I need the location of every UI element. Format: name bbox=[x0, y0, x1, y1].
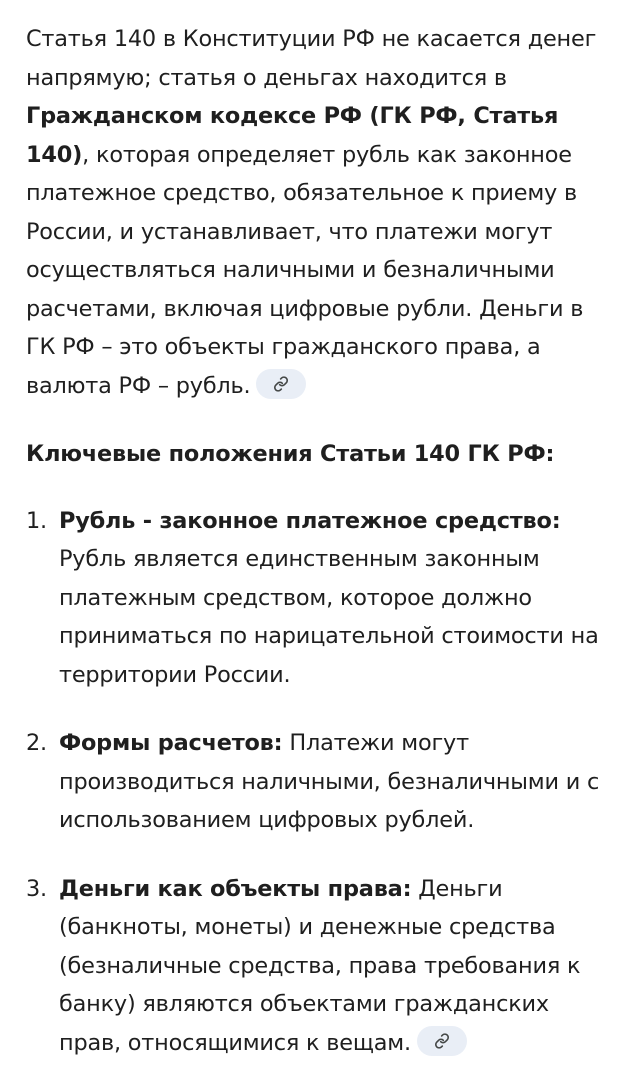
list-item-title: Рубль - законное платежное средство: bbox=[59, 507, 561, 534]
section-heading bbox=[26, 435, 614, 474]
list-item bbox=[26, 724, 614, 840]
intro-bold-reference: Гражданском кодексе РФ (ГК РФ, Статья 140) bbox=[26, 103, 559, 168]
list-item-title: Деньги как объекты права: bbox=[59, 875, 412, 902]
link-icon bbox=[434, 1033, 450, 1049]
section-heading-text: Ключевые положения Статьи 140 ГК РФ: bbox=[26, 441, 555, 467]
list-item-number: 3. bbox=[26, 875, 47, 902]
list-item bbox=[26, 502, 614, 695]
list-item bbox=[26, 870, 614, 1063]
list-item-number: 2. bbox=[26, 730, 47, 756]
intro-paragraph bbox=[26, 20, 614, 405]
link-icon bbox=[273, 376, 289, 392]
key-points-list bbox=[26, 502, 614, 1063]
list-item-title: Формы расчетов: bbox=[59, 730, 283, 756]
intro-text-end: , которая определяет рубль как законное платежное средство, обязательное к приему в России, и устанавливает, что платежи могут осуществляться наличными и безналичными расчетами, включая цифровые рубли. Деньги в ГК РФ – это объекты гражданского права, а валюта РФ – рубль. bbox=[26, 141, 584, 399]
list-item-text: Рубль является единственным законным платежным средством, которое должно приниматься по нарицательной стоимости на территории России. bbox=[59, 546, 599, 688]
intro-text-start: Статья 140 в Конституции РФ не касается денег напрямую; статья о деньгах находится в bbox=[26, 26, 597, 91]
list-item-number: 1. bbox=[26, 507, 47, 534]
list-item-text: Платежи могут производиться наличными, безналичными и с использованием цифровых рублей. bbox=[59, 730, 600, 833]
list-item-text: Деньги (банкноты, монеты) и денежные средства (безналичные средства, права требования к банку) являются объектами гражданских прав, относящимися к вещам. bbox=[59, 875, 581, 1056]
source-link-chip[interactable] bbox=[256, 369, 306, 399]
source-link-chip[interactable] bbox=[417, 1026, 467, 1056]
